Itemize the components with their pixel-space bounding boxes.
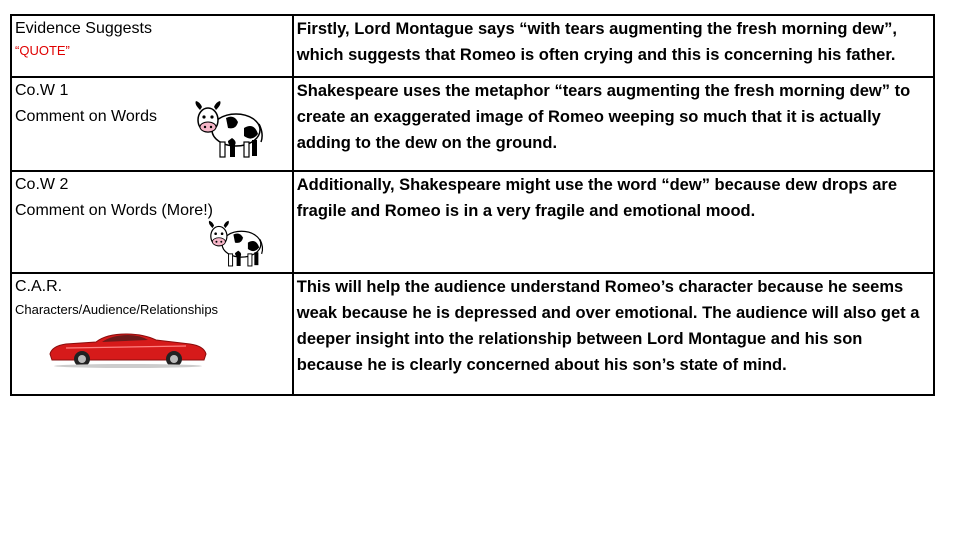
row-label-cell — [11, 15, 293, 77]
quote-label: “QUOTE” — [15, 43, 70, 58]
table-row — [11, 77, 934, 171]
row-label-cell — [11, 273, 293, 395]
cow-icon — [200, 220, 270, 270]
row-content-cell — [293, 15, 934, 77]
cow-icon — [192, 100, 264, 162]
row-text: Firstly, Lord Montague says “with tears augmenting the fresh morning dew”, which suggests that Romeo is often crying and this is concerning his father. — [296, 20, 897, 64]
sports-car-icon — [46, 328, 210, 368]
table-row — [11, 273, 934, 395]
table-row — [11, 171, 934, 273]
row-content-cell — [293, 77, 934, 171]
row-text: Additionally, Shakespeare might use the word “dew” because dew drops are fragile and Romeo is in a very fragile and emotional mood. — [296, 176, 898, 220]
row-content-cell — [293, 171, 934, 273]
row-text: Shakespeare uses the metaphor “tears augmenting the fresh morning dew” to create an exaggerated image of Romeo weeping so much that it is actually adding to the dew on the ground. — [296, 82, 911, 152]
row-title: Co.W 2 — [15, 176, 69, 193]
table-row — [11, 15, 934, 77]
row-text: This will help the audience understand Romeo’s character because he seems weak because he is depressed and over emotional. The audience will also get a deeper insight into the relationship between Lord Montague and his son because he is clearly concerned about his son’s state of mind. — [296, 278, 920, 374]
evidence-table — [10, 14, 935, 396]
row-subtitle: Comment on Words (More!) — [15, 202, 213, 219]
row-content-cell — [293, 273, 934, 395]
row-label-cell — [11, 77, 293, 171]
row-title: Evidence Suggests — [15, 20, 152, 37]
row-title: Co.W 1 — [15, 82, 69, 99]
row-subtitle: Characters/Audience/Relationships — [15, 302, 219, 317]
row-subtitle: Comment on Words — [15, 108, 157, 125]
row-title: C.A.R. — [15, 278, 63, 295]
row-label-cell — [11, 171, 293, 273]
